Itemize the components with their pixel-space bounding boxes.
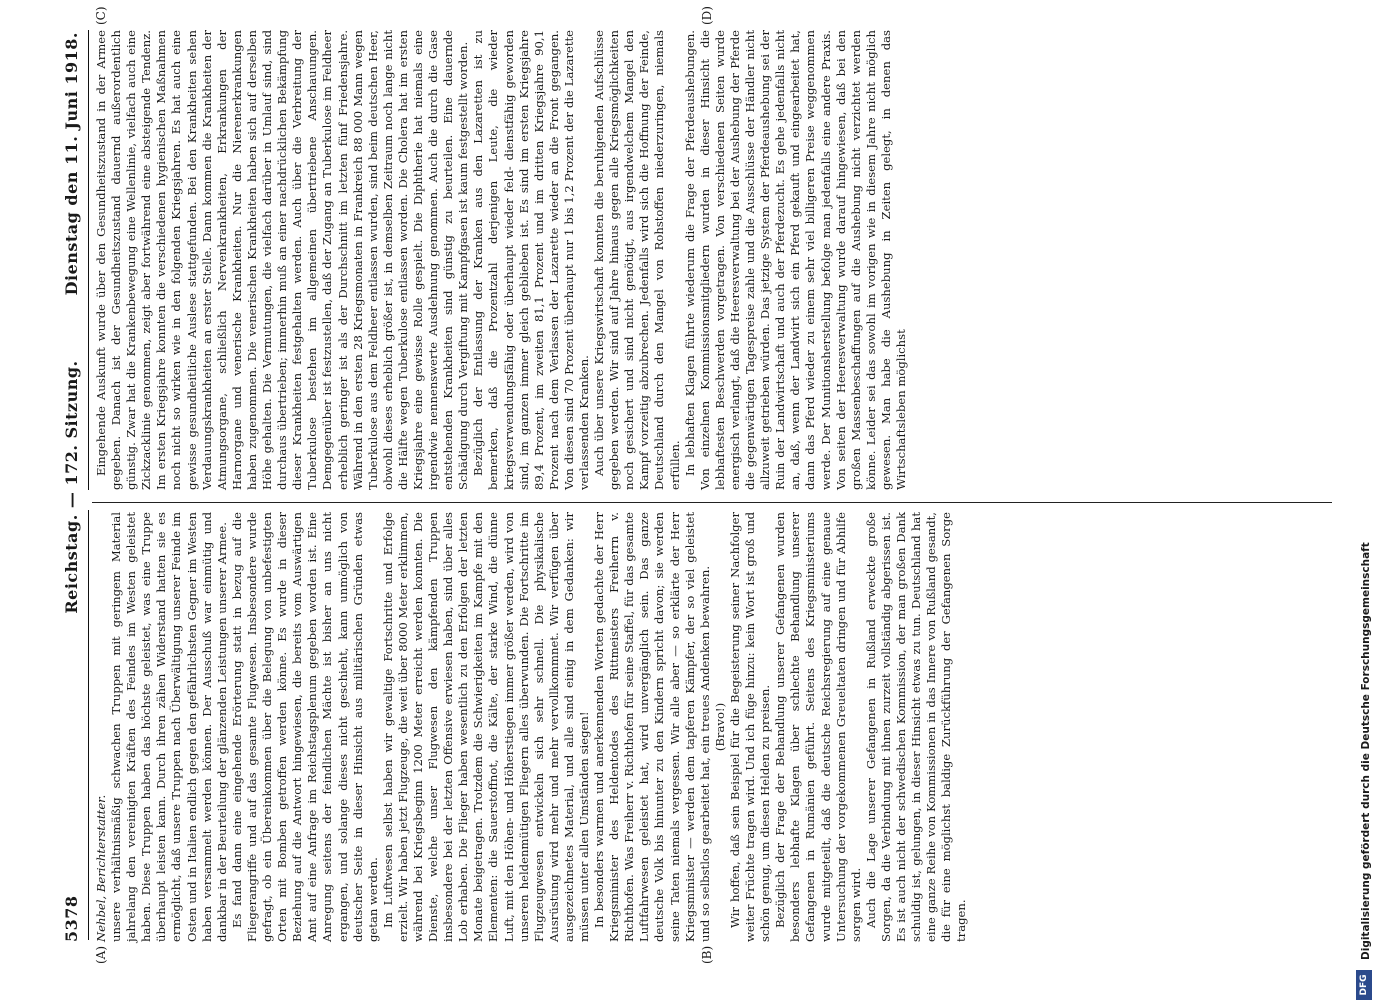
page-header (60, 32, 86, 942)
column-divider (92, 502, 1332, 503)
right-column (94, 30, 909, 490)
paragraph: unsere verhältnismäßig schwachen Truppen mit geringem Material jahrelang den vereinigten Kräften des Feindes im Westen geleistet haben. Diese Truppen haben das höchste geleistet, was eine Truppe überhaupt leisten kann. Durch ihren zähen Widerstand hatten sie es ermöglicht, daß unsere Truppen nach Überwältigung unserer Feinde im Osten und in Italien endlich gegen den gefährlichsten Gegner im Westen haben versammelt werden können. Der Ausschuß war einmütig und dankbar in der Beurteilung der glänzenden Leistungen unserer Armee. (109, 512, 229, 942)
dfg-logo: DFG (1356, 970, 1372, 1000)
speaker-label: Nehbel, Berichterstatter. (94, 794, 108, 942)
paragraph: Es fand dann eine eingehende Erörterung statt in bezug auf die Fliegerangriffe und auf das gesamte Flugwesen. Insbesondere wurde gefragt, ob ein Übereinkommen über die Belegung von unbefestigten Orten mit Bomben getroffen werden könne. Es wurde in dieser Beziehung auf die Antwort hingewiesen, die bereits vom Auswärtigen Amt auf eine Anfrage im Reichstagsplenum gegeben worden ist. Eine Anregung seitens der feindlichen Mächte ist bisher an uns nicht ergangen, und solange dieses nicht geschieht, kann unmöglich von deutscher Seite in dieser Hinsicht aus militärischen Gründen etwas getan werden. (229, 512, 380, 942)
paragraph: Bezüglich der Entlassung der Kranken aus den Lazaretten ist zu bemerken, daß die Prozentzahl derjenigen Leute, die wieder kriegsverwendungsfähig oder überhaupt wieder feld- dienstfähig geworden sind, im ganzen immer gleich geblieben ist. Es sind im ersten Kriegsjahre 89,4 Prozent, im zweiten 81,1 Prozent und im dritten Kriegsjahre 90,1 Prozent nach dem Verlassen der Lazarette wieder an die Front gegangen. Von diesen sind 70 Prozent überhaupt nur 1 bis 1,2 Prozent der die Lazarette verlassenden Kranken. (471, 30, 591, 490)
paragraph: Wir hoffen, daß sein Beispiel für die Begeisterung seiner Nachfolger weiter Früchte tragen wird. Und ich füge hinzu: kein Wort ist groß und schön genug, um diesen Helden zu preisen. (727, 512, 773, 942)
session-date: Dienstag den 11. Juni 1918. (62, 32, 81, 296)
margin-marker-d: (D) (700, 6, 714, 25)
header-rule-left (88, 510, 89, 940)
page-number: 5378 (62, 895, 81, 942)
digitization-credit: Digitalisierung gefördert durch die Deutsche Forschungsgemeinschaft (1360, 542, 1372, 960)
left-column (94, 512, 969, 942)
paragraph: Im Luftwesen selbst haben wir gewaltige Fortschritte und Erfolge erzielt. Wir haben jetzt Flugzeuge, die weit über 8000 Meter erklimmen, während bei Kriegsbeginn 1200 Meter erreicht werden konnten. Die Dienste, welche unser Flugwesen den kämpfenden Truppen insbesondere bei der letzten Offensive erwiesen haben, sind über alles Lob erhaben. Die Flieger haben wesentlich zu den Erfolgen der letzten Monate beigetragen. Trotzdem die Schwierigkeiten im Kampfe mit den Elementen: die Sauerstoffnot, die Kälte, der starke Wind, die dünne Luft, mit den Höhen- und Höherstiegen immer größer werden, wird von unseren heldenmütigen Fliegern alles überwunden. Die Fortschritte im Flugzeugwesen entwickeln sich sehr schnell. Die physikalische Ausrüstung wird mehr und mehr vervollkommnet. Wir verfügen über ausgezeichnetes Material, und alle sind einig in dem Gedanken: wir müssen unter allen Umständen siegen! (380, 512, 591, 942)
paragraph: Auch über unsere Kriegswirtschaft konnten die beruhigenden Aufschlüsse gegeben werden. Wir sind auf Jahre hinaus gegen alle Kriegsmöglichkeiten noch gesichert und sind nicht genötigt, aus irgendwelchem Mangel den Kampf vorzeitig abzubrechen. Jedenfalls wird sich die Hoffnung der Feinde, Deutschland durch den Mangel von Rohstoffen niederzuringen, niemals erfüllen. (592, 30, 682, 490)
paragraph: Auch die Lage unserer Gefangenen in Rußland erweckte große Sorgen, da die Verbindung mit ihnen zurzeit vollständig abgerissen ist. Es ist auch nicht der schwedischen Kommission, der man großen Dank schuldig ist, gelungen, in dieser Hinsicht etwas zu tun. Deutschland hat eine ganze Reihe von Kommissionen in das Innere von Rußland gesandt, die für eine möglichst baldige Zurückführung der Gefangenen Sorge tragen. (863, 512, 969, 942)
header-rule-right (88, 30, 89, 490)
margin-marker-c: (C) (94, 6, 108, 25)
margin-marker-a: (A) (94, 945, 108, 964)
session-title: Reichstag. — 172. Sitzung. (62, 360, 81, 614)
paragraph: In besonders warmen und anerkennenden Worten gedachte der Herr Kriegsminister des Heldentodes des Rittmeisters Freiherrn v. Richthofen. Was Freiherr v. Richthofen für seine Staffel, für das gesamte Luftfahrwesen geleistet hat, wird unvergänglich sein. Das ganze deutsche Volk bis hinunter zu den Kindern spricht davon; sie werden seine Taten niemals vergessen. Wir alle aber — so erklärte der Herr Kriegsminister — werden dem tapferen Kämpfer, der so viel geleistet und so selbstlos gearbeitet hat, ein treues Andenken bewahren. (592, 512, 712, 942)
paragraph: Eingehende Auskunft wurde über den Gesundheitszustand in der Armee gegeben. Danach ist der Gesundheitszustand dauernd außerordentlich günstig. Zwar hat die Krankenbewegung eine Wellenlinie, vielfach auch eine Zickzacklinie genommen, zeigt aber fortwährend eine absteigende Tendenz. Im ersten Kriegsjahre konnten die verschiedenen hygienischen Maßnahmen noch nicht so wirken wie in den folgenden Kriegsjahren. Es hat auch eine gewisse gesundheitliche Auslese stattgefunden. Bei den Krankheiten sehen Verdauungskrankheiten an erster Stelle. Dann kommen die Krankheiten der Atmungsorgane, schließlich Nervenkrankheiten, Erkrankungen der Harnorgane und venerische Krankheiten. Nur die Nierenerkrankungen haben zugenommen. Die venerischen Krankheiten haben sich auf derselben Höhe gehalten. Die Vermutungen, die vielfach darüber in Umlauf sind, sind durchaus übertrieben; immerhin muß an einer nachdrücklichen Bekämpfung dieser Krankheiten festgehalten werden. Auch über die Verbreitung der Tuberkulose bestehen im allgemeinen übertriebene Anschauungen. Demgegenüber ist festzustellen, daß der Zugang an Tuberkulose im Feldheer erheblich geringer ist als der Durchschnitt im letzten fünf Friedensjahre. Während in den ersten 28 Kriegsmonaten in Frankreich 88 000 Mann wegen Tuberkulose aus dem Feldheer entlassen wurden, sind beim deutschen Heer, obwohl dieses erheblich größer ist, in demselben Zeitraum noch lange nicht die Hälfte wegen Tuberkulose entlassen worden. Die Cholera hat im ersten Kriegsjahre eine gewisse Rolle gespielt. Die Diphtherie hat niemals eine irgendwie nennenswerte Ausdehnung genommen. Auch die durch die Gase entstehenden Krankheiten sind günstig zu beurteilen. Eine dauernde Schädigung durch Vergiftung mit Kampfgasen ist kaum festgestellt worden. (94, 30, 471, 490)
paragraph: In lebhaften Klagen führte wiederum die Frage der Pferdeaushebungen. Von einzelnen Kommissionsmitgliedern wurden in dieser Hinsicht die lebhaftesten Beschwerden vorgetragen. Von verschiedenen Seiten wurde energisch verlangt, daß die Heeresverwaltung bei der Aushebung der Pferde die gegenwärtigen Tagespreise zahle und die Ausschlüsse der Händler nicht allzuweit getrieben würden. Das jetzige System der Pferdeaushebung sei der Ruin der Landwirtschaft und auch der Pferdezucht. Es gehe jedenfalls nicht an, daß, wenn der Landwirt sich ein Pferd gekauft und eingearbeitet hat, dann das Pferd wieder zu einem sehr viel billigeren Preise weggenommen werde. Der Munitionsherstellung befolge man jedenfalls eine andere Praxis. Von seiten der Heeresverwaltung wurde darauf hingewiesen, daß bei den großen Massenbeschaffungen auf die Aushebung nicht verzichtet werden könne. Leider sei das sowohl im vorigen wie in diesem Jahre nicht möglich gewesen. Man habe die Aushebung in Zeiten gelegt, in denen das Wirtschaftsleben möglichst (682, 30, 908, 490)
margin-marker-b: (B) (700, 945, 714, 964)
applause-note: (Bravo!) (712, 702, 727, 752)
paragraph: Bezüglich der Frage der Behandlung unserer Gefangenen wurden besonders lebhafte Klagen über schlechte Behandlung unserer Gefangenen in Rumänien geführt. Seitens des Kriegsministeriums wurde mitgeteilt, daß die deutsche Reichsregierung auf eine genaue Untersuchung der vorgekommenen Greueltaten dringen und für Abhilfe sorgen wird. (773, 512, 863, 942)
